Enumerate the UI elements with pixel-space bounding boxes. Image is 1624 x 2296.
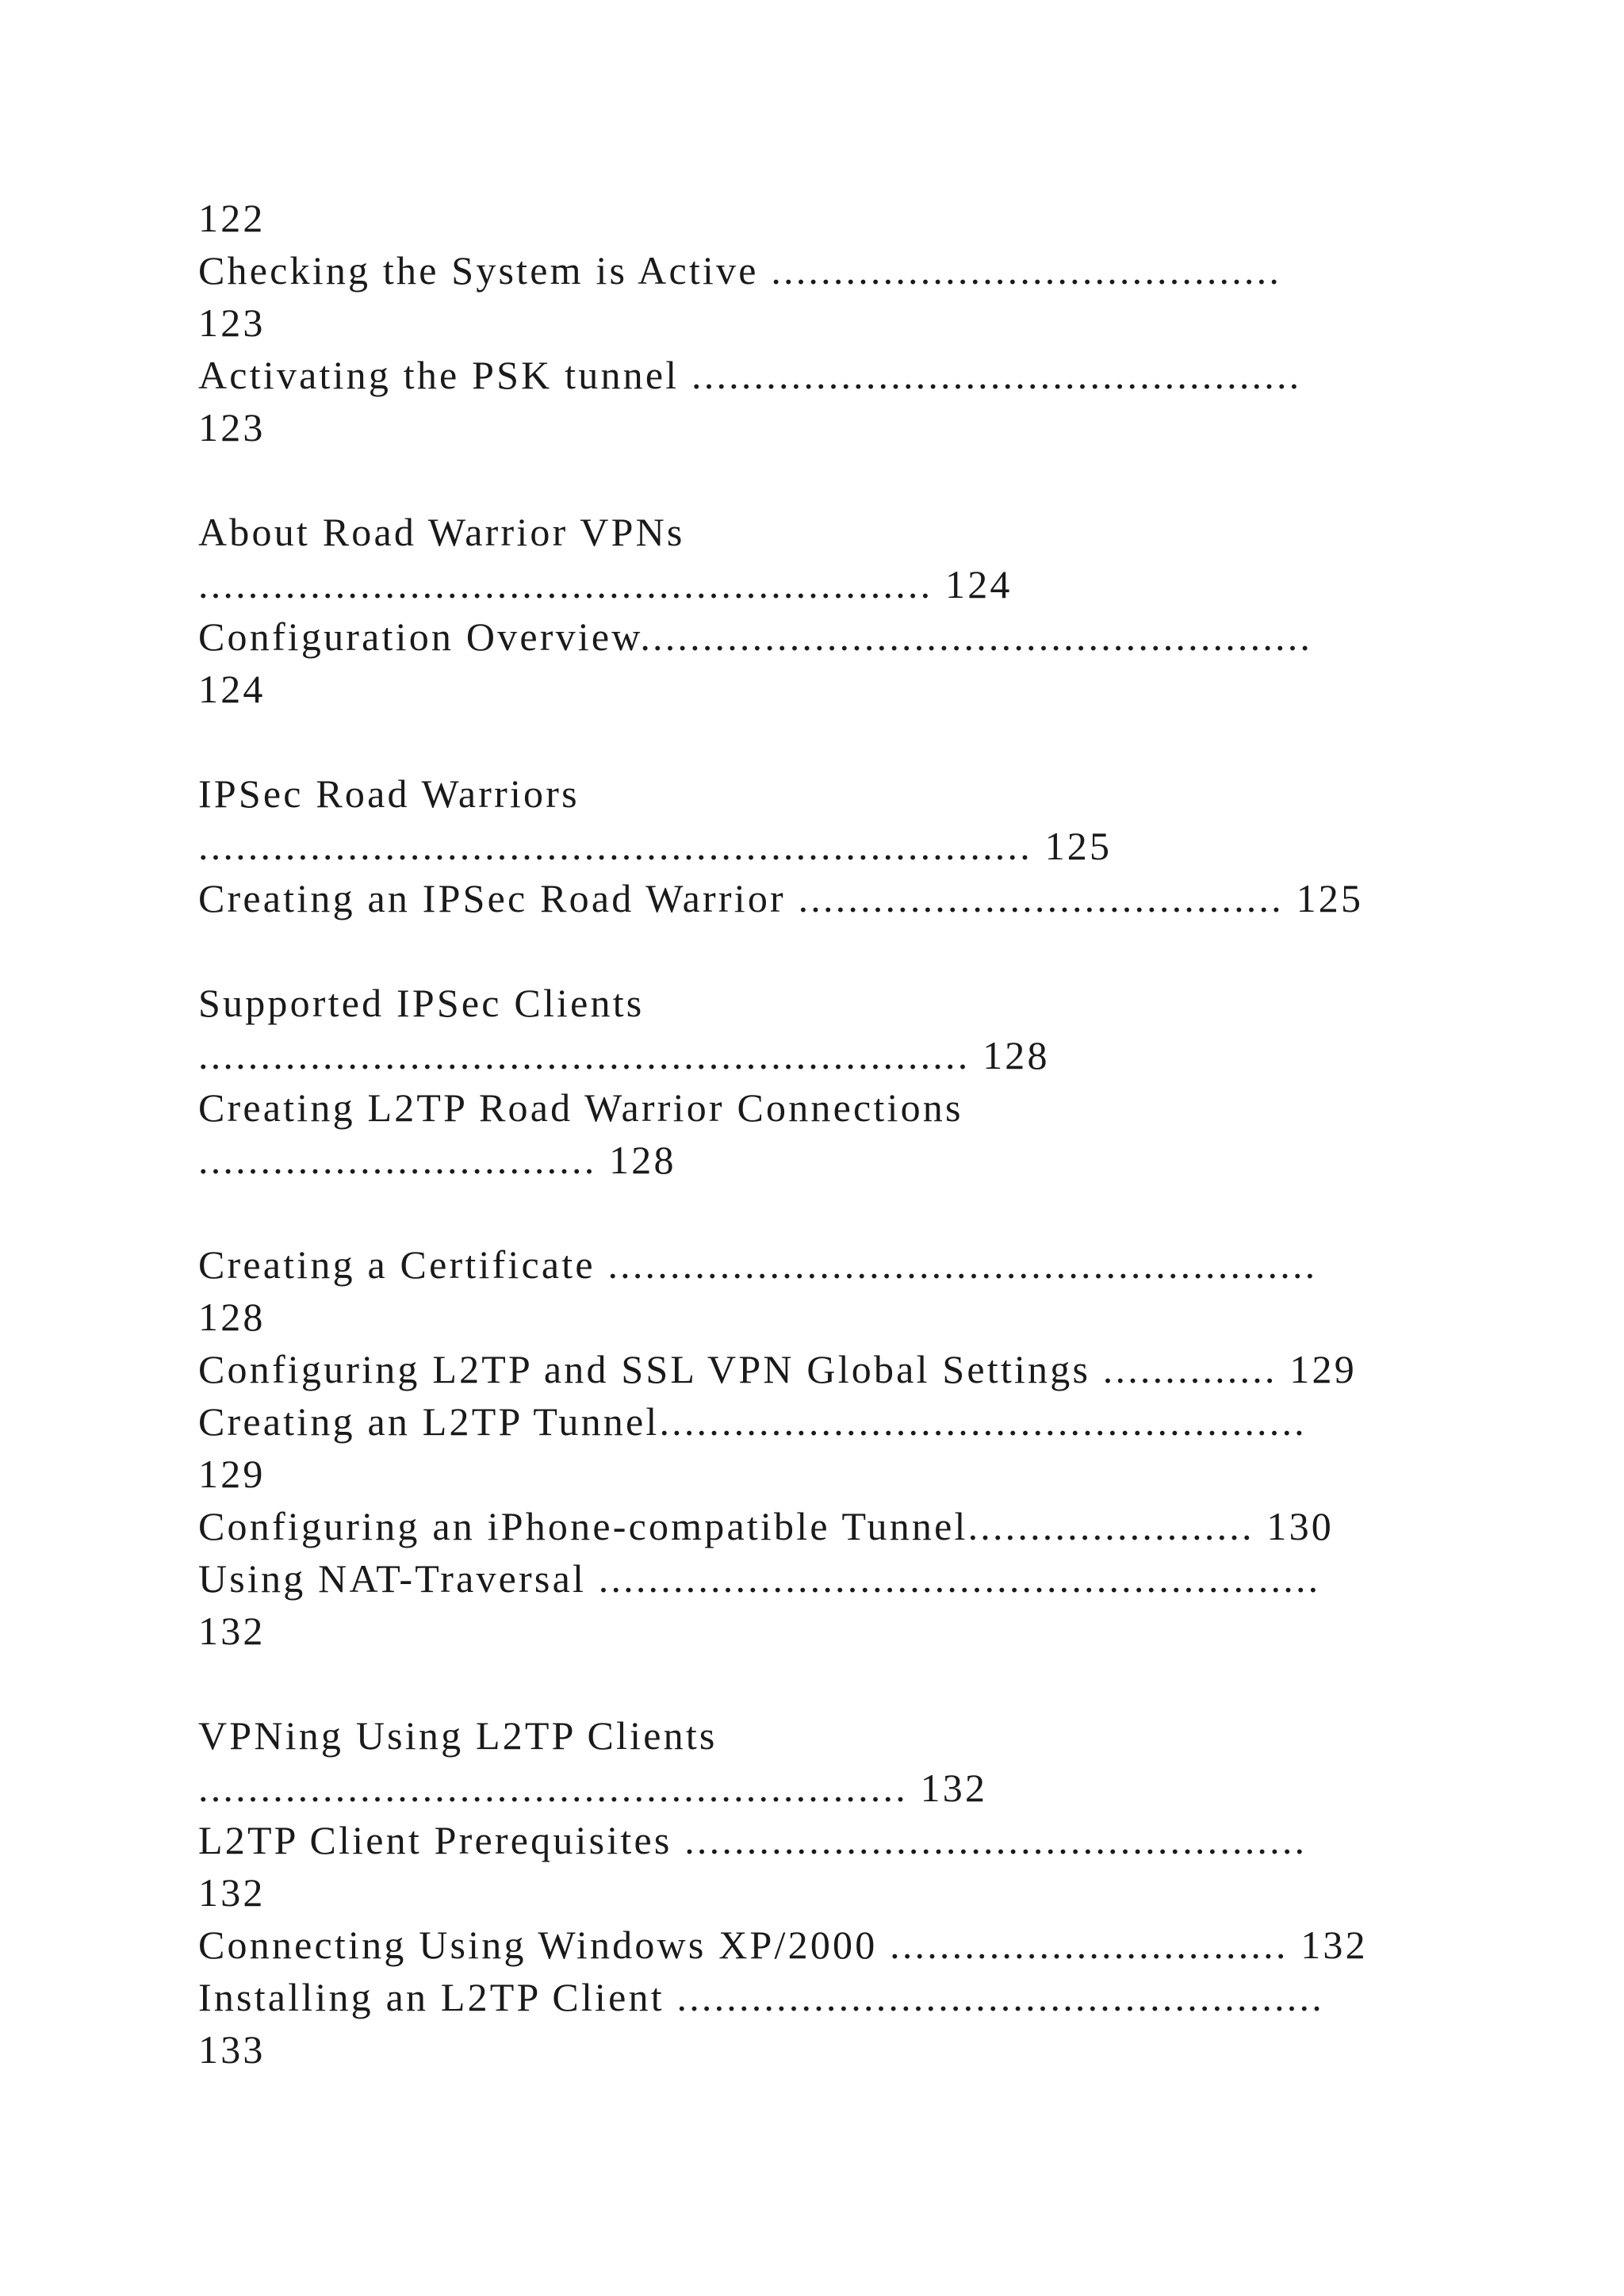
toc-page-number: 124 — [198, 667, 266, 711]
toc-entry: Creating a Certificate ......................................................... — [198, 1242, 1318, 1287]
toc-entry: Configuration Overview...................................................... — [198, 614, 1313, 659]
toc-page-number: 129 — [198, 1452, 266, 1496]
toc-page-number: 132 — [198, 1870, 266, 1915]
toc-entry: Connecting Using Windows XP/2000 ................................ 132 — [198, 1923, 1368, 1967]
toc-spacer — [198, 715, 1594, 767]
toc-spacer — [198, 924, 1594, 977]
toc-page-number: 123 — [198, 300, 266, 345]
toc-page-number: 123 — [198, 405, 266, 450]
toc-entry: Configuring an iPhone-compatible Tunnel....................... 130 — [198, 1504, 1334, 1548]
toc-leader: ................................................................... 125 — [198, 824, 1113, 868]
toc-section-heading: VPNing Using L2TP Clients — [198, 1713, 718, 1758]
toc-entry: Creating L2TP Road Warrior Connections — [198, 1085, 963, 1130]
toc-page-number: 128 — [198, 1295, 266, 1339]
toc-leader: .............................................................. 128 — [198, 1033, 1050, 1077]
toc-entry: L2TP Client Prerequisites .................................................. — [198, 1818, 1308, 1862]
toc-page-number: 133 — [198, 2027, 266, 2072]
toc-section-heading: Supported IPSec Clients — [198, 981, 645, 1025]
toc-page-number: 132 — [198, 1609, 266, 1653]
toc-entry: Creating an L2TP Tunnel.................................................... — [198, 1399, 1307, 1444]
toc-section-heading: IPSec Road Warriors — [198, 771, 580, 816]
toc-spacer — [198, 1186, 1594, 1238]
toc-leader: ................................ 128 — [198, 1138, 676, 1182]
toc-entry: Installing an L2TP Client .................................................... — [198, 1975, 1324, 2019]
toc-entry: Configuring L2TP and SSL VPN Global Settings .............. 129 — [198, 1347, 1357, 1391]
toc-leader: ........................................................... 124 — [198, 562, 1013, 607]
toc-leader: ......................................................... 132 — [198, 1766, 988, 1810]
toc-entry: Creating an IPSec Road Warrior ....................................... 125 — [198, 876, 1364, 920]
toc-page — [198, 192, 1594, 2076]
toc-section-heading: About Road Warrior VPNs — [198, 510, 685, 554]
toc-spacer — [198, 1657, 1594, 1709]
toc-spacer — [198, 453, 1594, 506]
toc-page-number: 122 — [198, 196, 266, 240]
toc-entry: Activating the PSK tunnel ................................................. — [198, 353, 1302, 397]
toc-entry: Using NAT-Traversal .......................................................... — [198, 1556, 1321, 1601]
toc-entry: Checking the System is Active ......................................... — [198, 248, 1282, 293]
